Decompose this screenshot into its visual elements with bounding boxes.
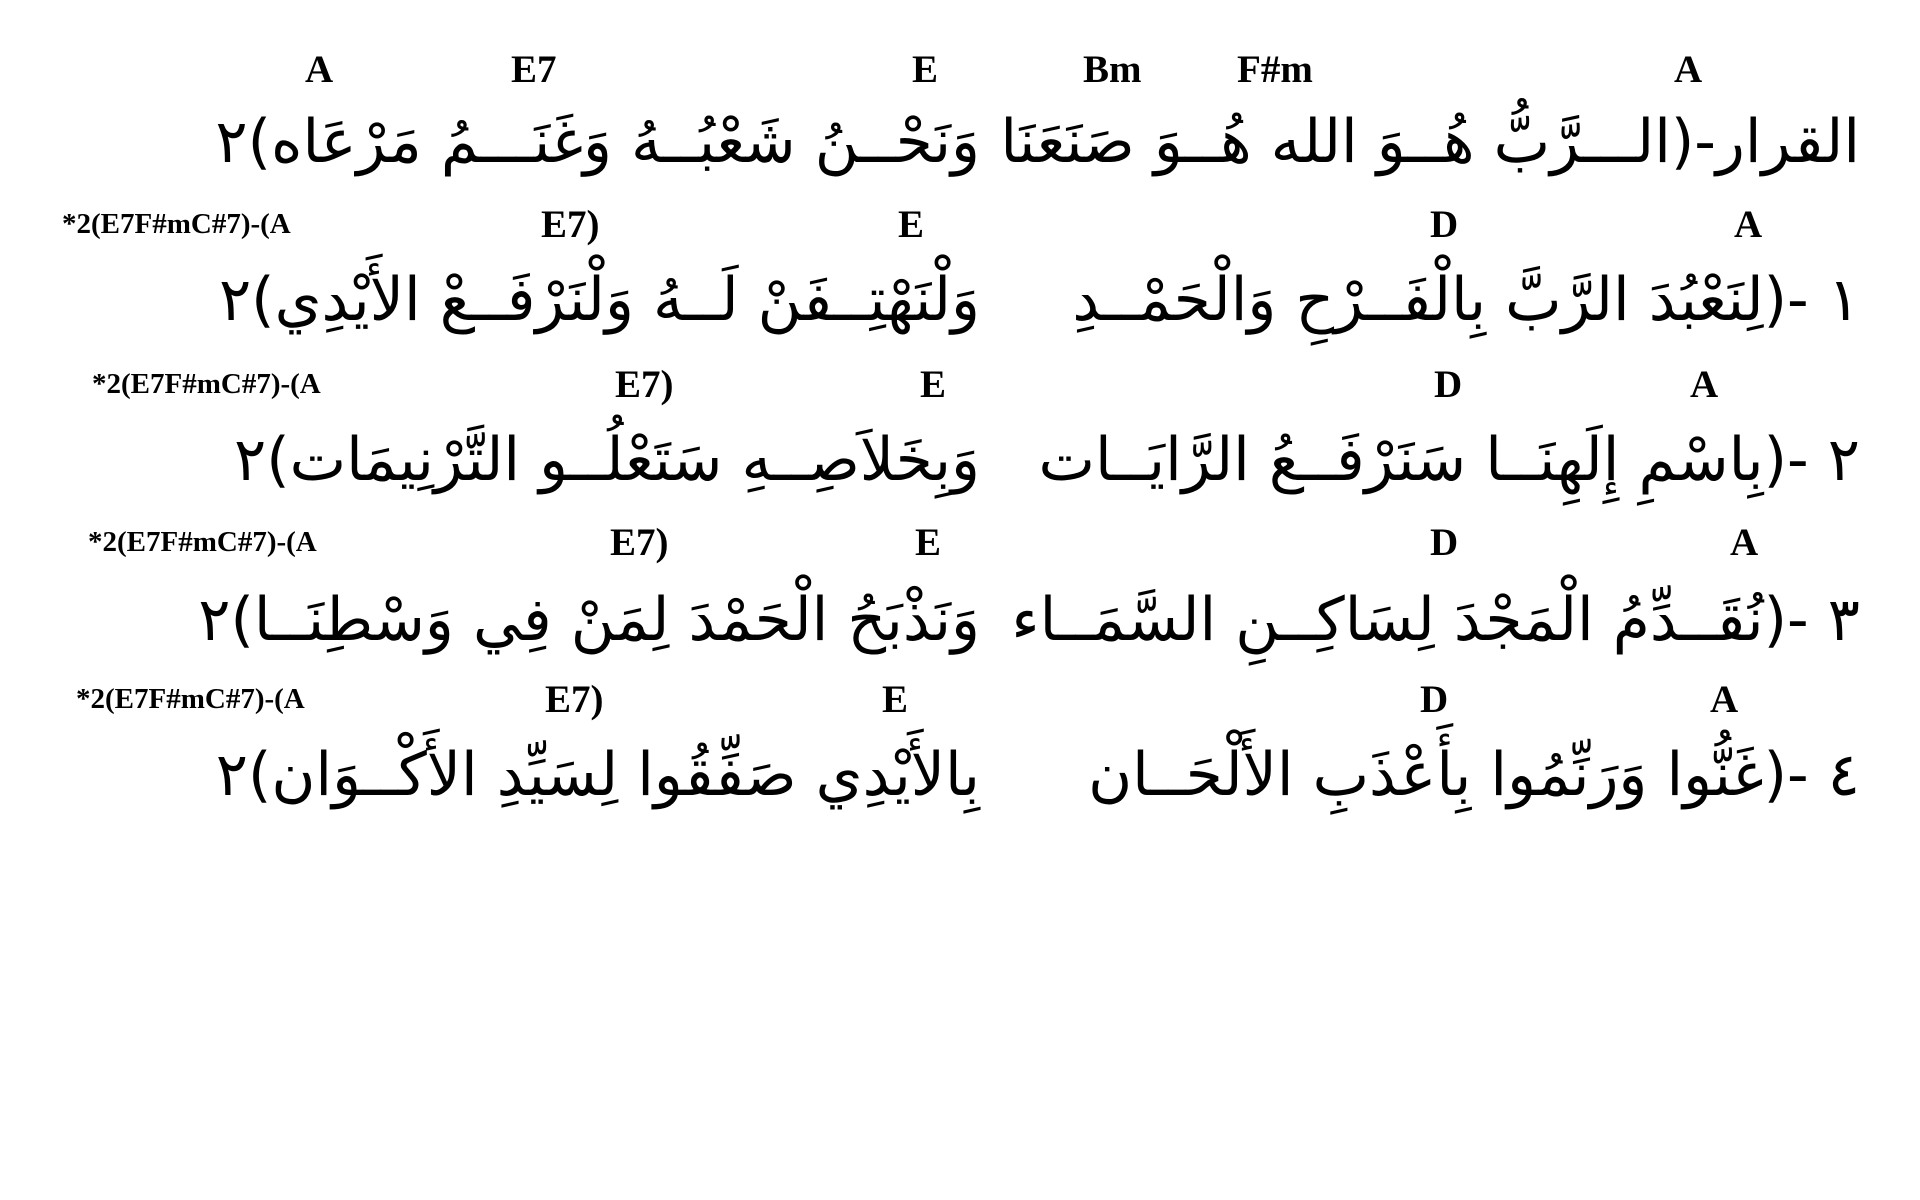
chord: D <box>1430 203 1459 246</box>
chord: E7) <box>541 203 600 246</box>
chord: E7) <box>545 678 604 721</box>
chord: D <box>1434 363 1463 406</box>
chord: D <box>1420 678 1449 721</box>
chord: E <box>912 48 939 91</box>
lyric-line: ٤ -(غَنُّوا وَرَنِّمُوا بِأَعْذَبِ الأَلْحَــان <box>1088 740 1860 810</box>
chord: E <box>882 678 909 721</box>
chord: F#m <box>1237 48 1313 91</box>
chord-prefix: *2(E7F#mC#7)-(A <box>62 208 291 240</box>
lyric-line: وَلْنَهْتِــفَنْ لَــهُ وَلْنَرْفَــعْ الأَيْدِي)٢ <box>218 265 980 335</box>
chord: A <box>1690 363 1719 406</box>
chord: E <box>915 521 942 564</box>
lyric-line: وَنَحْــنُ شَعْبُــهُ وَغَنَـــمُ مَرْعَاه)٢ <box>215 107 980 177</box>
lyric-line: ٣ -(نُقَــدِّمُ الْمَجْدَ لِسَاكِــنِ السَّمَــاء <box>1011 585 1860 655</box>
lyric-line: القرار-(الـــرَّبُّ هُــوَ الله هُــوَ صَنَعَنَا <box>1000 107 1860 177</box>
chord: A <box>1710 678 1739 721</box>
chord: A <box>305 48 334 91</box>
chord: E <box>898 203 925 246</box>
chord: A <box>1730 521 1759 564</box>
lyric-line: بِالأَيْدِي صَفِّقُوا لِسَيِّدِ الأَكْــوَان)٢ <box>215 740 980 810</box>
chord-prefix: *2(E7F#mC#7)-(A <box>76 683 305 715</box>
lyric-line: وَبِخَلاَصِــهِ سَتَعْلُــو التَّرْنِيمَات)٢ <box>233 425 980 495</box>
chord: A <box>1674 48 1703 91</box>
chord-prefix: *2(E7F#mC#7)-(A <box>92 368 321 400</box>
chord: E7 <box>511 48 557 91</box>
chord: A <box>1734 203 1763 246</box>
lyric-line: ١ -(لِنَعْبُدَ الرَّبَّ بِالْفَــرْحِ وَالْحَمْــدِ <box>1072 265 1860 335</box>
chord: D <box>1430 521 1459 564</box>
lyric-line: وَنَذْبَحُ الْحَمْدَ لِمَنْ فِي وَسْطِنَــا)٢ <box>198 585 980 655</box>
chord-prefix: *2(E7F#mC#7)-(A <box>88 526 317 558</box>
chord: E7) <box>610 521 669 564</box>
chord: Bm <box>1083 48 1142 91</box>
chord: E <box>920 363 947 406</box>
lyric-line: ٢ -(بِاسْمِ إِلَهِنَــا سَنَرْفَــعُ الرَّايَــات <box>1038 425 1860 495</box>
chord: E7) <box>615 363 674 406</box>
